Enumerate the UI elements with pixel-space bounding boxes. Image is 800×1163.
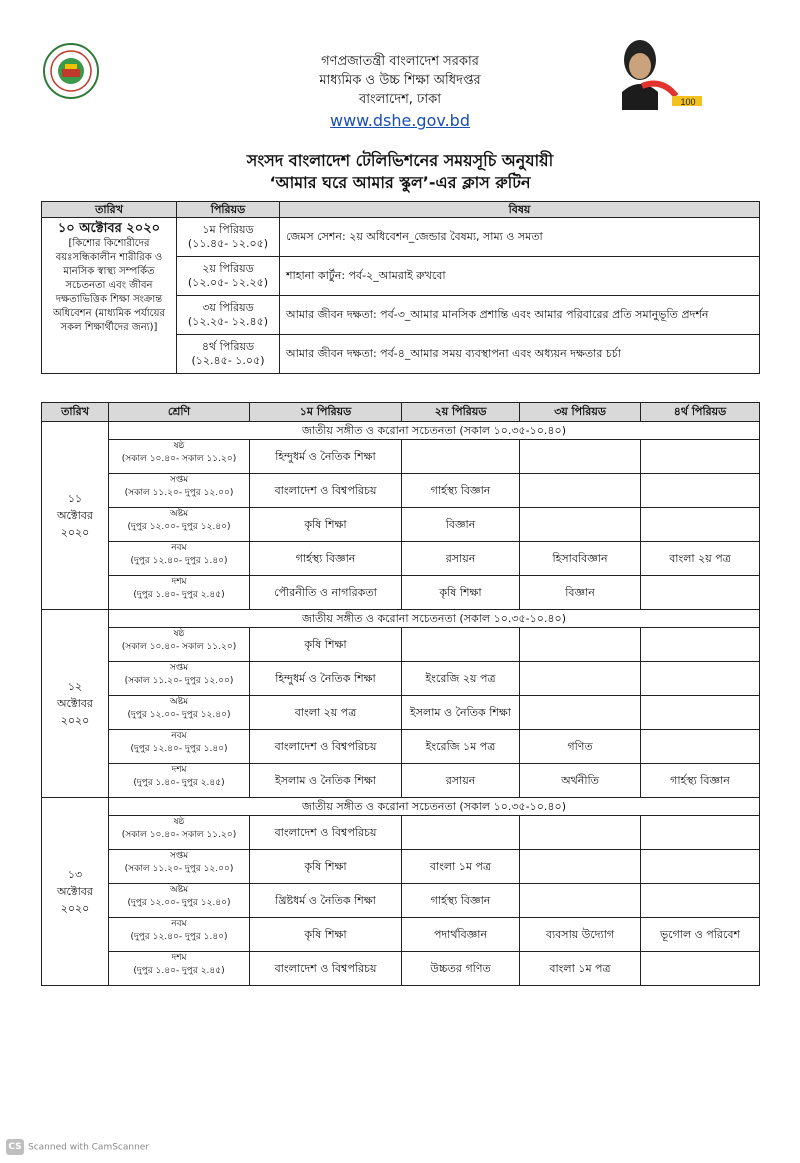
period-2-subject: বাংলা ১ম পত্র	[402, 850, 520, 884]
period-4-subject: ভূগোল ও পরিবেশ	[641, 918, 760, 952]
period-3-subject	[520, 696, 641, 730]
class-time: (সকাল ১১.২০- দুপুর ১২.০০)	[124, 676, 234, 686]
class-time: (দুপুর ১২.০০- দুপুর ১২.৪০)	[127, 898, 231, 908]
period-3-subject	[520, 508, 641, 542]
class-cell	[109, 662, 250, 696]
period-3-subject: গণিত	[520, 730, 641, 764]
day-month: অক্টোবর	[57, 697, 93, 710]
anthem-cell: জাতীয় সঙ্গীত ও করোনা সচেতনতা (সকাল ১০.৩৫-১০.৪০)	[109, 798, 760, 816]
class-name: সপ্তম	[169, 663, 189, 673]
period-time: (১২.৪৫- ১.০৫)	[191, 354, 265, 367]
col-header-subject: বিষয়	[280, 202, 760, 218]
location: বাংলাদেশ, ঢাকা	[358, 92, 442, 107]
class-name: সপ্তম	[169, 475, 189, 485]
dshe-logo	[42, 42, 100, 100]
period-4-subject: বাংলা ২য় পত্র	[641, 542, 760, 576]
period-2-subject: ইংরেজি ১ম পত্র	[402, 730, 520, 764]
period-label: ৩য় পিরিয়ড	[202, 301, 254, 314]
period-1-subject: কৃষি শিক্ষা	[250, 918, 402, 952]
anthem-row	[42, 422, 760, 440]
class-name: অষ্টম	[169, 885, 189, 895]
class-cell	[109, 628, 250, 662]
class-name: দশম	[171, 953, 187, 963]
class-time: (দুপুর ১২.০০- দুপুর ১২.৪০)	[127, 710, 231, 720]
anthem-row	[42, 798, 760, 816]
session-note: [কিশোর কিশোরীদের বয়ঃসন্ধিকালীন শারীরিক ও মানসিক স্বাস্থ্য সম্পর্কিত সচেতনতা এবং জীবন দক্ষতাভিত্তিক শিক্ষা সংক্রান্ত অধিবেশন (মাধ্যমিক পর্যায়ের সকল শিক্ষার্থীদের জন্য)]	[52, 238, 166, 333]
period-4-subject	[641, 440, 760, 474]
directorate-name: মাধ্যমিক ও উচ্চ শিক্ষা অধিদপ্তর	[319, 73, 481, 88]
class-time: (সকাল ১১.২০- দুপুর ১২.০০)	[124, 864, 234, 874]
special-session-table	[41, 201, 760, 374]
period-4-subject	[641, 662, 760, 696]
col-header-period-3: ৩য় পিরিয়ড	[520, 403, 641, 422]
class-time: (সকাল ১০.৪০- সকাল ১১.২০)	[121, 830, 237, 840]
class-cell	[109, 508, 250, 542]
session-subject: শাহানা কার্টুন: পর্ব-২_আমরাই রুখবো	[280, 257, 760, 296]
class-cell	[109, 816, 250, 850]
period-1-subject: কৃষি শিক্ষা	[250, 508, 402, 542]
class-row	[42, 508, 760, 542]
class-cell	[109, 850, 250, 884]
scanner-text: Scanned with CamScanner	[28, 1142, 150, 1153]
period-1-subject: হিন্দুধর্ম ও নৈতিক শিক্ষা	[250, 440, 402, 474]
class-time: (দুপুর ১২.৪০- দুপুর ১.৪০)	[130, 744, 228, 754]
period-3-subject	[520, 884, 641, 918]
scanner-watermark	[6, 1139, 149, 1159]
class-name: অষ্টম	[169, 697, 189, 707]
class-name: সপ্তম	[169, 851, 189, 861]
class-row	[42, 918, 760, 952]
day-number: ১১	[67, 492, 83, 505]
period-4-subject	[641, 576, 760, 610]
col-header-period-4: ৪র্থ পিরিয়ড	[641, 403, 760, 422]
class-cell	[109, 952, 250, 986]
period-1-subject: ইসলাম ও নৈতিক শিক্ষা	[250, 764, 402, 798]
period-4-subject: গার্হস্থ্য বিজ্ঞান	[641, 764, 760, 798]
class-time: (সকাল ১০.৪০- সকাল ১১.২০)	[121, 454, 237, 464]
col-header-period-1: ১ম পিরিয়ড	[250, 403, 402, 422]
period-1-subject: বাংলাদেশ ও বিশ্বপরিচয়	[250, 952, 402, 986]
day-year: ২০২০	[60, 526, 90, 539]
day-month: অক্টোবর	[57, 509, 93, 522]
class-time: (দুপুর ১২.৪০- দুপুর ১.৪০)	[130, 556, 228, 566]
class-time: (দুপুর ১২.৪০- দুপুর ১.৪০)	[130, 932, 228, 942]
class-time: (সকাল ১১.২০- দুপুর ১২.০০)	[124, 488, 234, 498]
anthem-cell: জাতীয় সঙ্গীত ও করোনা সচেতনতা (সকাল ১০.৩৫-১০.৪০)	[109, 610, 760, 628]
period-3-subject	[520, 628, 641, 662]
class-row	[42, 952, 760, 986]
period-4-subject	[641, 628, 760, 662]
svg-text:100: 100	[680, 97, 696, 107]
anthem-cell: জাতীয় সঙ্গীত ও করোনা সচেতনতা (সকাল ১০.৩৫-১০.৪০)	[109, 422, 760, 440]
period-cell	[177, 296, 280, 335]
day-number: ১৩	[67, 868, 83, 881]
period-2-subject: ইংরেজি ২য় পত্র	[402, 662, 520, 696]
period-2-subject: রসায়ন	[402, 764, 520, 798]
class-row	[42, 542, 760, 576]
period-cell	[177, 257, 280, 296]
col-header-date: তারিখ	[42, 202, 177, 218]
day-date-cell	[42, 610, 109, 798]
class-row	[42, 730, 760, 764]
col-header-period-2: ২য় পিরিয়ড	[402, 403, 520, 422]
period-time: (১২.০৫- ১২.২৫)	[187, 276, 269, 289]
period-1-subject: হিন্দুধর্ম ও নৈতিক শিক্ষা	[250, 662, 402, 696]
mujib-borsho-logo	[612, 30, 710, 114]
session-subject: আমার জীবন দক্ষতা: পর্ব-৪_আমার সময় ব্যবস্থাপনা এবং অধ্যয়ন দক্ষতার চর্চা	[280, 335, 760, 374]
session-date: ১০ অক্টোবর ২০২০	[57, 221, 161, 236]
class-time: (দুপুর ১২.০০- দুপুর ১২.৪০)	[127, 522, 231, 532]
class-row	[42, 816, 760, 850]
class-row	[42, 850, 760, 884]
class-row	[42, 696, 760, 730]
period-3-subject	[520, 662, 641, 696]
period-3-subject: হিসাববিজ্ঞান	[520, 542, 641, 576]
class-cell	[109, 440, 250, 474]
class-name: নবম	[171, 731, 187, 741]
period-2-subject: ইসলাম ও নৈতিক শিক্ষা	[402, 696, 520, 730]
period-4-subject	[641, 696, 760, 730]
class-row	[42, 440, 760, 474]
period-1-subject: বাংলা ২য় পত্র	[250, 696, 402, 730]
day-date-cell	[42, 422, 109, 610]
period-2-subject	[402, 816, 520, 850]
period-4-subject	[641, 884, 760, 918]
period-4-subject	[641, 952, 760, 986]
period-2-subject: গার্হস্থ্য বিজ্ঞান	[402, 884, 520, 918]
period-2-subject: রসায়ন	[402, 542, 520, 576]
period-3-subject: অর্থনীতি	[520, 764, 641, 798]
class-name: ষষ্ঠ	[173, 629, 185, 639]
period-4-subject	[641, 850, 760, 884]
website-link[interactable]: www.dshe.gov.bd	[329, 111, 470, 130]
class-row	[42, 576, 760, 610]
period-time: (১২.২৫- ১২.৪৫)	[187, 315, 269, 328]
period-cell	[177, 218, 280, 257]
period-1-subject: পৌরনীতি ও নাগরিকতা	[250, 576, 402, 610]
class-cell	[109, 696, 250, 730]
class-cell	[109, 730, 250, 764]
col-header-class: শ্রেণি	[109, 403, 250, 422]
period-label: ৪র্থ পিরিয়ড	[201, 340, 255, 353]
period-1-subject: কৃষি শিক্ষা	[250, 628, 402, 662]
period-2-subject: পদার্থবিজ্ঞান	[402, 918, 520, 952]
day-year: ২০২০	[60, 902, 90, 915]
period-2-subject: বিজ্ঞান	[402, 508, 520, 542]
period-1-subject: বাংলাদেশ ও বিশ্বপরিচয়	[250, 474, 402, 508]
session-date-cell	[42, 218, 177, 374]
class-row	[42, 628, 760, 662]
session-subject: আমার জীবন দক্ষতা: পর্ব-৩_আমার মানসিক প্রশান্তি এবং আমার পরিবারের প্রতি সমানুভূতি প্রদর্শন	[280, 296, 760, 335]
period-3-subject	[520, 816, 641, 850]
period-3-subject: বিজ্ঞান	[520, 576, 641, 610]
class-row	[42, 474, 760, 508]
period-1-subject: কৃষি শিক্ষা	[250, 850, 402, 884]
day-month: অক্টোবর	[57, 885, 93, 898]
period-1-subject: গার্হস্থ্য বিজ্ঞান	[250, 542, 402, 576]
period-3-subject	[520, 850, 641, 884]
period-1-subject: খ্রিষ্টধর্ম ও নৈতিক শিক্ষা	[250, 884, 402, 918]
class-row	[42, 764, 760, 798]
col-header-date: তারিখ	[42, 403, 109, 422]
period-2-subject: কৃষি শিক্ষা	[402, 576, 520, 610]
period-4-subject	[641, 508, 760, 542]
period-2-subject	[402, 440, 520, 474]
class-time: (সকাল ১০.৪০- সকাল ১১.২০)	[121, 642, 237, 652]
class-routine-table	[41, 402, 760, 986]
class-name: নবম	[171, 919, 187, 929]
col-header-period: পিরিয়ড	[177, 202, 280, 218]
period-4-subject	[641, 816, 760, 850]
day-number: ১২	[67, 680, 83, 693]
class-name: দশম	[171, 577, 187, 587]
period-3-subject: ব্যবসায় উদ্যোগ	[520, 918, 641, 952]
class-time: (দুপুর ১.৪০- দুপুর ২.৪৫)	[133, 778, 225, 788]
period-3-subject	[520, 440, 641, 474]
camscanner-icon: CS	[6, 1139, 24, 1155]
period-label: ১ম পিরিয়ড	[202, 223, 254, 236]
period-time: (১১.৪৫- ১২.০৫)	[187, 237, 269, 250]
period-4-subject	[641, 474, 760, 508]
session-row	[42, 218, 760, 257]
class-cell	[109, 918, 250, 952]
class-cell	[109, 474, 250, 508]
class-name: ষষ্ঠ	[173, 441, 185, 451]
page-title	[150, 150, 650, 194]
class-name: অষ্টম	[169, 509, 189, 519]
period-1-subject: বাংলাদেশ ও বিশ্বপরিচয়	[250, 816, 402, 850]
class-name: দশম	[171, 765, 187, 775]
title-line-1: সংসদ বাংলাদেশ টেলিভিশনের সময়সূচি অনুযায়ী	[246, 151, 554, 170]
class-cell	[109, 884, 250, 918]
class-cell	[109, 576, 250, 610]
day-year: ২০২০	[60, 714, 90, 727]
govt-name: গণপ্রজাতন্ত্রী বাংলাদেশ সরকার	[321, 54, 479, 69]
period-4-subject	[641, 730, 760, 764]
class-time: (দুপুর ১.৪০- দুপুর ২.৪৫)	[133, 590, 225, 600]
period-2-subject: উচ্চতর গণিত	[402, 952, 520, 986]
class-time: (দুপুর ১.৪০- দুপুর ২.৪৫)	[133, 966, 225, 976]
letterhead	[200, 52, 600, 131]
class-cell	[109, 764, 250, 798]
period-1-subject: বাংলাদেশ ও বিশ্বপরিচয়	[250, 730, 402, 764]
class-cell	[109, 542, 250, 576]
period-3-subject: বাংলা ১ম পত্র	[520, 952, 641, 986]
period-2-subject	[402, 628, 520, 662]
class-row	[42, 884, 760, 918]
class-row	[42, 662, 760, 696]
period-label: ২য় পিরিয়ড	[202, 262, 254, 275]
period-3-subject	[520, 474, 641, 508]
class-name: ষষ্ঠ	[173, 817, 185, 827]
period-cell	[177, 335, 280, 374]
class-name: নবম	[171, 543, 187, 553]
period-2-subject: গার্হস্থ্য বিজ্ঞান	[402, 474, 520, 508]
day-date-cell	[42, 798, 109, 986]
anthem-row	[42, 610, 760, 628]
title-line-2: ‘আমার ঘরে আমার স্কুল’-এর ক্লাস রুটিন	[269, 173, 531, 192]
session-subject: জেমস সেশন: ২য় অধিবেশন_জেন্ডার বৈষম্য, সাম্য ও সমতা	[280, 218, 760, 257]
